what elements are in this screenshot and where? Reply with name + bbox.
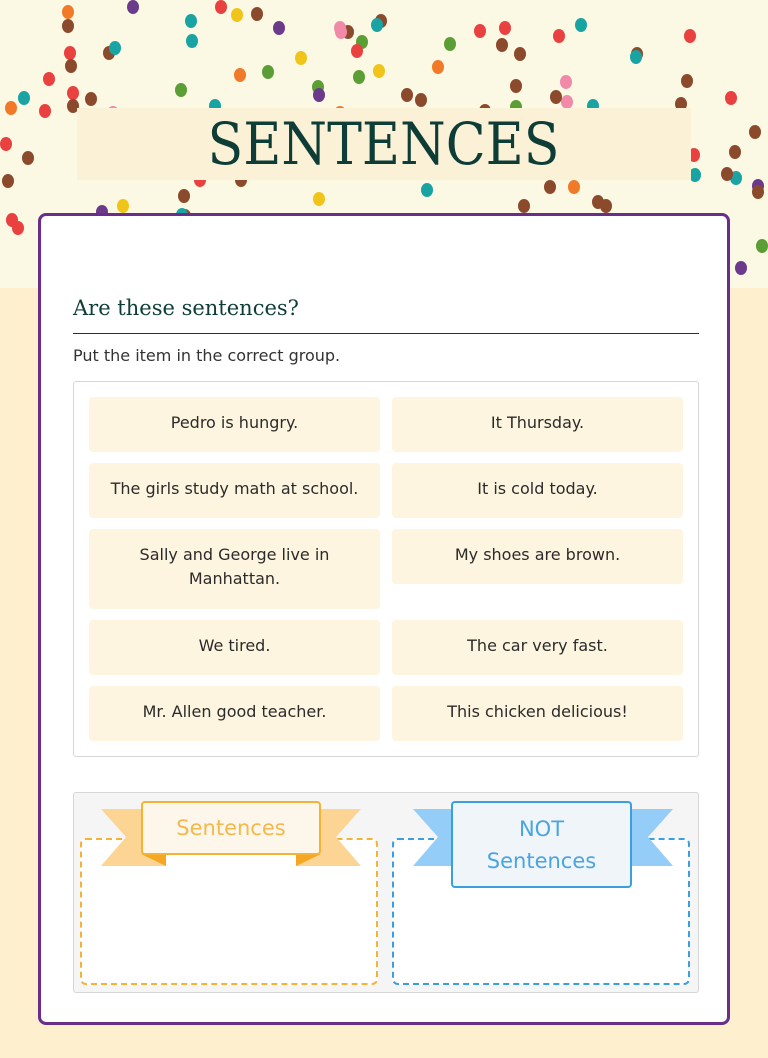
confetti-dot: [421, 183, 433, 197]
confetti-dot: [185, 14, 197, 28]
heading-divider: [73, 333, 699, 334]
confetti-dot: [721, 167, 733, 181]
question-heading: Are these sentences?: [73, 296, 299, 320]
confetti-dot: [725, 91, 737, 105]
draggable-item[interactable]: The car very fast.: [392, 620, 683, 675]
confetti-dot: [415, 93, 427, 107]
instruction-text: Put the item in the correct group.: [73, 346, 341, 365]
confetti-dot: [553, 29, 565, 43]
confetti-dot: [752, 185, 764, 199]
confetti-dot: [729, 145, 741, 159]
confetti-dot: [22, 151, 34, 165]
confetti-dot: [273, 21, 285, 35]
confetti-dot: [353, 70, 365, 84]
draggable-item[interactable]: Pedro is hungry.: [89, 397, 380, 452]
confetti-dot: [117, 199, 129, 213]
confetti-dot: [749, 125, 761, 139]
confetti-dot: [64, 46, 76, 60]
draggable-item[interactable]: Mr. Allen good teacher.: [89, 686, 380, 741]
confetti-dot: [630, 50, 642, 64]
confetti-dot: [215, 0, 227, 14]
confetti-dot: [234, 68, 246, 82]
confetti-dot: [67, 86, 79, 100]
confetti-dot: [560, 75, 572, 89]
confetti-dot: [510, 79, 522, 93]
confetti-dot: [18, 91, 30, 105]
confetti-dot: [550, 90, 562, 104]
draggable-item[interactable]: This chicken delicious!: [392, 686, 683, 741]
draggable-item[interactable]: My shoes are brown.: [392, 529, 683, 584]
confetti-dot: [474, 24, 486, 38]
draggable-item[interactable]: We tired.: [89, 620, 380, 675]
confetti-dot: [5, 101, 17, 115]
confetti-dot: [735, 261, 747, 275]
confetti-dot: [62, 5, 74, 19]
draggable-item[interactable]: The girls study math at school.: [89, 463, 380, 518]
confetti-dot: [756, 239, 768, 253]
confetti-dot: [251, 7, 263, 21]
confetti-dot: [373, 64, 385, 78]
confetti-dot: [186, 34, 198, 48]
confetti-dot: [109, 41, 121, 55]
group-label-not-sentences: NOT Sentences: [451, 801, 632, 888]
confetti-dot: [592, 195, 604, 209]
confetti-dot: [575, 18, 587, 32]
confetti-dot: [371, 18, 383, 32]
confetti-dot: [2, 174, 14, 188]
confetti-dot: [334, 21, 346, 35]
confetti-dot: [62, 19, 74, 33]
confetti-dot: [178, 189, 190, 203]
confetti-dot: [681, 74, 693, 88]
confetti-dot: [65, 59, 77, 73]
sentences-ribbon: [101, 809, 361, 866]
confetti-dot: [401, 88, 413, 102]
confetti-dot: [496, 38, 508, 52]
page-title: SENTENCES: [208, 110, 560, 178]
confetti-dot: [262, 65, 274, 79]
confetti-dot: [313, 192, 325, 206]
confetti-dot: [444, 37, 456, 51]
confetti-dot: [43, 72, 55, 86]
not-sentences-ribbon: [413, 809, 673, 873]
group-buckets: [73, 792, 699, 993]
activity-card: [38, 213, 730, 1025]
confetti-dot: [568, 180, 580, 194]
confetti-dot: [85, 92, 97, 106]
confetti-dot: [12, 221, 24, 235]
confetti-dot: [313, 88, 325, 102]
confetti-dot: [0, 137, 12, 151]
title-banner: [77, 108, 691, 180]
draggable-item[interactable]: It Thursday.: [392, 397, 683, 452]
confetti-dot: [514, 47, 526, 61]
confetti-dot: [175, 83, 187, 97]
confetti-dot: [544, 180, 556, 194]
confetti-dot: [39, 104, 51, 118]
draggable-item[interactable]: It is cold today.: [392, 463, 683, 518]
confetti-dot: [684, 29, 696, 43]
confetti-dot: [295, 51, 307, 65]
confetti-dot: [231, 8, 243, 22]
confetti-dot: [127, 0, 139, 14]
confetti-dot: [499, 21, 511, 35]
confetti-dot: [518, 199, 530, 213]
item-pool: [73, 381, 699, 757]
confetti-dot: [432, 60, 444, 74]
draggable-item[interactable]: Sally and George live in Manhattan.: [89, 529, 380, 609]
confetti-dot: [561, 95, 573, 109]
group-label-sentences: Sentences: [141, 801, 321, 855]
confetti-dot: [351, 44, 363, 58]
